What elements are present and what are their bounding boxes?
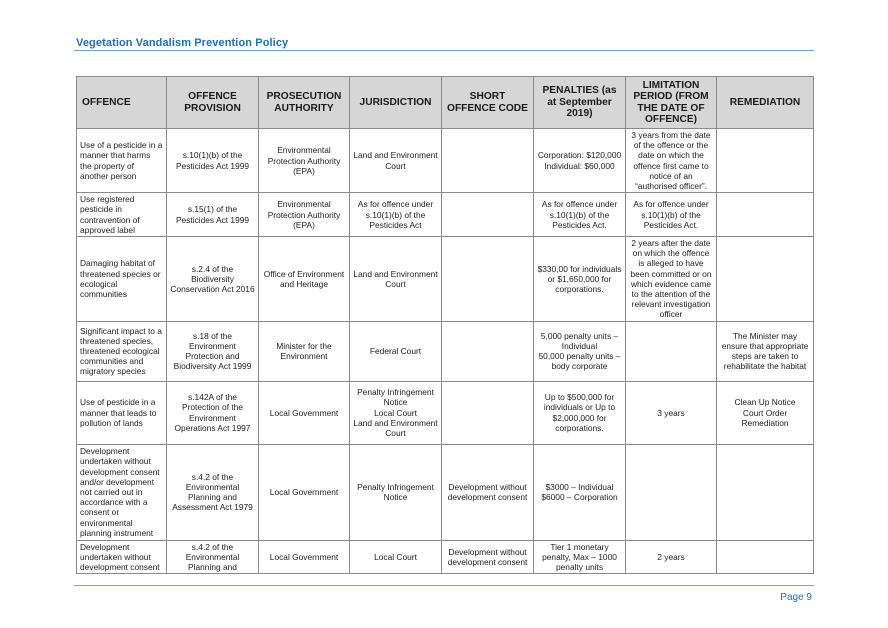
cell-penalties-text: 5,000 penalty units – Individual 50,000 penalty units – body corporate bbox=[538, 330, 621, 372]
cell-jurisdiction-text: Local Court bbox=[374, 551, 417, 562]
cell-offence-provision-text: s.10(1)(b) of the Pesticides Act 1999 bbox=[175, 150, 250, 171]
cell-offence bbox=[77, 237, 167, 322]
cell-penalties-text: Up to $500,000 for individuals or Up to $2,000,000 for corporations. bbox=[543, 392, 616, 433]
cell-offence-provision-text: s.18 of the Environment Protection and Biodiversity Act 1999 bbox=[173, 330, 252, 372]
cell-jurisdiction bbox=[350, 237, 442, 322]
header-offence-provision: OFFENCE PROVISION bbox=[167, 77, 259, 129]
cell-limitation-period bbox=[626, 540, 717, 574]
cell-offence-provision bbox=[167, 444, 259, 540]
cell-jurisdiction-text: Land and Environment Court bbox=[353, 150, 438, 171]
header-jurisdiction: JURISDICTION bbox=[350, 77, 442, 129]
cell-jurisdiction bbox=[350, 129, 442, 193]
cell-prosecution-authority bbox=[259, 381, 350, 444]
cell-penalties bbox=[534, 129, 626, 193]
cell-jurisdiction-text: Penalty Infringement Notice Local Court Land and Environment Court bbox=[353, 387, 438, 438]
cell-penalties bbox=[534, 444, 626, 540]
cell-limitation-period-text: 3 years bbox=[657, 407, 685, 418]
cell-offence-provision bbox=[167, 237, 259, 322]
cell-remediation bbox=[717, 540, 814, 574]
cell-offence-provision bbox=[167, 321, 259, 381]
cell-offence-provision-text: s.4.2 of the Environmental Planning and Assessment Act 1979 bbox=[172, 471, 253, 513]
cell-short-offence-code bbox=[442, 540, 534, 574]
cell-penalties-text: As for offence under s.10(1)(b) of the Pesticides Act. bbox=[541, 199, 618, 230]
cell-prosecution-authority bbox=[259, 444, 350, 540]
cell-remediation bbox=[717, 381, 814, 444]
table-row bbox=[77, 237, 814, 322]
cell-prosecution-authority bbox=[259, 540, 350, 574]
cell-offence-provision bbox=[167, 381, 259, 444]
header-prosecution-authority: PROSECUTION AUTHORITY bbox=[259, 77, 350, 129]
table-row bbox=[77, 193, 814, 237]
cell-limitation-period-text: 3 years from the date of the offence or the date on which the offence first came to notice of an “authorised officer”. bbox=[631, 130, 711, 192]
cell-limitation-period bbox=[626, 444, 717, 540]
cell-limitation-period bbox=[626, 129, 717, 193]
cell-offence-text: Development undertaken without development consent and/or development not carried out in accordance with a consent or environmental planning instrument bbox=[80, 446, 160, 538]
cell-remediation bbox=[717, 237, 814, 322]
cell-remediation bbox=[717, 129, 814, 193]
cell-offence-text: Development undertaken without development consent bbox=[80, 541, 160, 573]
cell-prosecution-authority-text: Local Government bbox=[269, 487, 339, 498]
cell-short-offence-code bbox=[442, 193, 534, 237]
cell-short-offence-code bbox=[442, 321, 534, 381]
cell-jurisdiction-text: As for offence under s.10(1)(b) of the Pesticides Act bbox=[357, 199, 434, 230]
cell-prosecution-authority-text: Local Government bbox=[269, 407, 339, 418]
cell-limitation-period bbox=[626, 237, 717, 322]
table-row bbox=[77, 321, 814, 381]
header-short-offence-code: SHORT OFFENCE CODE bbox=[442, 77, 534, 129]
cell-limitation-period bbox=[626, 381, 717, 444]
cell-penalties bbox=[534, 381, 626, 444]
cell-offence bbox=[77, 381, 167, 444]
cell-remediation bbox=[717, 321, 814, 381]
header-limitation-period: LIMITATION PERIOD (FROM THE DATE OF OFFENCE) bbox=[626, 77, 717, 129]
cell-penalties bbox=[534, 237, 626, 322]
table-row bbox=[77, 540, 814, 574]
cell-offence bbox=[77, 540, 167, 574]
cell-limitation-period-text: 2 years bbox=[657, 551, 685, 562]
cell-limitation-period bbox=[626, 193, 717, 237]
cell-penalties bbox=[534, 193, 626, 237]
cell-offence-text: Use registered pesticide in contravention of approved label bbox=[80, 194, 140, 235]
cell-prosecution-authority-text: Local Government bbox=[269, 551, 339, 562]
cell-jurisdiction bbox=[350, 444, 442, 540]
table-header-row bbox=[77, 77, 814, 129]
table-row bbox=[77, 444, 814, 540]
cell-penalties-text: $330,00 for individuals or $1,650,000 for corporations. bbox=[537, 263, 622, 294]
cell-offence-provision-text: s.2.4 of the Biodiversity Conservation Act 2016 bbox=[170, 263, 255, 294]
header-divider bbox=[74, 50, 814, 51]
cell-limitation-period bbox=[626, 321, 717, 381]
cell-offence-provision bbox=[167, 193, 259, 237]
cell-jurisdiction bbox=[350, 540, 442, 574]
cell-penalties-text: Tier 1 monetary penalty, Max – 1000 penalty units bbox=[542, 541, 617, 573]
cell-jurisdiction bbox=[350, 321, 442, 381]
cell-jurisdiction-text: Land and Environment Court bbox=[353, 268, 438, 289]
cell-remediation-text: Clean Up Notice Court Order Remediation bbox=[734, 397, 796, 428]
document-title: Vegetation Vandalism Prevention Policy bbox=[76, 37, 289, 49]
cell-short-offence-code bbox=[442, 444, 534, 540]
header-remediation: REMEDIATION bbox=[717, 77, 814, 129]
cell-limitation-period-text: As for offence under s.10(1)(b) of the Pesticides Act. bbox=[633, 199, 709, 230]
cell-offence-provision bbox=[167, 129, 259, 193]
cell-prosecution-authority bbox=[259, 129, 350, 193]
cell-offence-provision-text: s.142A of the Protection of the Environment Operations Act 1997 bbox=[174, 392, 251, 433]
cell-offence-provision-text: s.4.2 of the Environmental Planning and bbox=[185, 541, 240, 573]
cell-penalties bbox=[534, 540, 626, 574]
offence-table bbox=[76, 76, 814, 574]
cell-penalties-text: Corporation: $120,000 Individual: $60,000 bbox=[537, 150, 622, 171]
table-row bbox=[77, 129, 814, 193]
cell-remediation bbox=[717, 193, 814, 237]
cell-short-offence-code bbox=[442, 129, 534, 193]
cell-prosecution-authority-text: Environmental Protection Authority (EPA) bbox=[267, 199, 341, 230]
cell-jurisdiction bbox=[350, 381, 442, 444]
cell-short-offence-code bbox=[442, 237, 534, 322]
cell-prosecution-authority-text: Environmental Protection Authority (EPA) bbox=[267, 145, 341, 176]
cell-offence-provision-text: s.15(1) of the Pesticides Act 1999 bbox=[175, 204, 250, 225]
cell-short-offence-code bbox=[442, 381, 534, 444]
cell-offence bbox=[77, 193, 167, 237]
cell-penalties-text: $3000 – Individual $6000 – Corporation bbox=[541, 481, 618, 503]
table-row bbox=[77, 381, 814, 444]
cell-short-offence-code-text: Development without development consent bbox=[447, 546, 528, 567]
footer-divider bbox=[74, 585, 814, 586]
page-number: Page 9 bbox=[780, 592, 812, 603]
cell-offence-text: Use of pesticide in a manner that leads to pollution of lands bbox=[80, 397, 157, 428]
cell-remediation bbox=[717, 444, 814, 540]
cell-limitation-period-text: 2 years after the date on which the offence is alleged to have been committed or on which evidence came to the attention of the relevant investigation officer bbox=[630, 238, 712, 320]
cell-offence-text: Significant impact to a threatened species, threatened ecological communities and migratory species bbox=[80, 325, 162, 377]
cell-offence bbox=[77, 321, 167, 381]
cell-prosecution-authority-text: Minister for the Environment bbox=[276, 340, 332, 362]
cell-offence bbox=[77, 129, 167, 193]
cell-prosecution-authority bbox=[259, 193, 350, 237]
cell-penalties bbox=[534, 321, 626, 381]
cell-jurisdiction-text: Penalty Infringement Notice bbox=[357, 481, 434, 503]
cell-offence bbox=[77, 444, 167, 540]
cell-offence-text: Damaging habitat of threatened species or ecological communities bbox=[80, 258, 161, 300]
cell-offence-text: Use of a pesticide in a manner that harms the property of another person bbox=[80, 140, 163, 181]
cell-prosecution-authority-text: Office of Environment and Heritage bbox=[263, 268, 345, 289]
cell-jurisdiction bbox=[350, 193, 442, 237]
header-offence: OFFENCE bbox=[77, 77, 167, 129]
cell-offence-provision bbox=[167, 540, 259, 574]
cell-jurisdiction-text: Federal Court bbox=[369, 346, 422, 357]
cell-prosecution-authority bbox=[259, 321, 350, 381]
cell-prosecution-authority bbox=[259, 237, 350, 322]
header-penalties: PENALTIES (as at September 2019) bbox=[534, 77, 626, 129]
cell-short-offence-code-text: Development without development consent bbox=[447, 481, 528, 503]
cell-remediation-text: The Minister may ensure that appropriate steps are taken to rehabilitate the habitat bbox=[721, 330, 809, 372]
